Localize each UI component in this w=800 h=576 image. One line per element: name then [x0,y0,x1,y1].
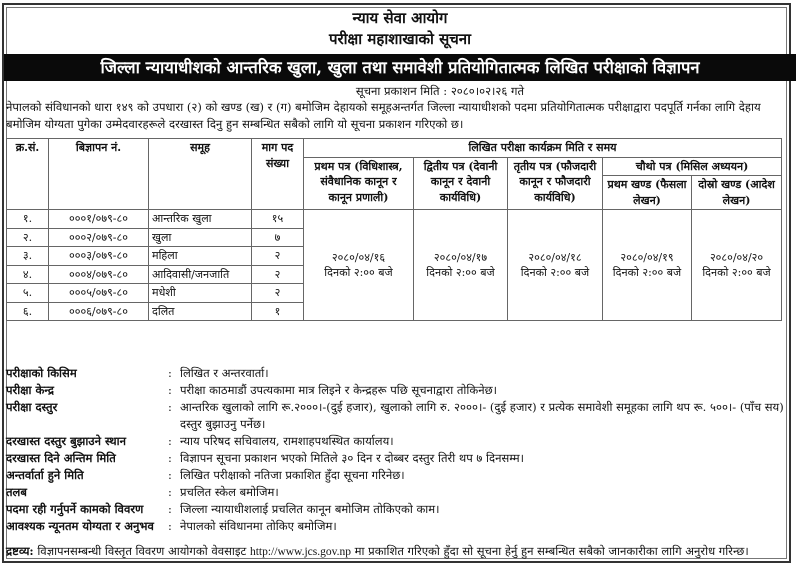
paper1-date: २०८०/०४/१६ [331,250,386,264]
cell-group: आन्तरिक खुला [149,210,252,229]
cell-serial: ३. [7,247,49,266]
exam-schedule-table [6,138,782,321]
detail-value: जिल्ला न्यायाधीशलाई प्रचलित कानून बमोजिम तोकिएको काम। [180,502,440,516]
cell-paper4-part1-date [603,210,692,321]
paper4-part2-time: दिनको २:०० बजे [702,266,771,279]
detail-colon: : [168,468,172,482]
detail-qualification [6,518,792,535]
footnote [6,543,792,561]
intro-paragraph: नेपालको संविधानको धारा १४९ को उपधारा (२) को खण्ड (ख) र (ग) बमोजिम देहायको समूहअन्तर्गत जिल्ला न्यायाधीशको पदमा प्रतियोगितात्मक परीक्षाद्वारा पदपूर्ति गर्नका लागि देहाय बमोजिम योग्यता पुगेका उम्मेदवारहरूले दरखास्त दिनु हुन सम्बन्धित सबैको लागि यो सूचना प्रकाशन गरिएको छ। [6,100,761,131]
cell-posts: १ [252,302,304,321]
cell-serial: १. [7,210,49,229]
paper4-part1-time: दिनको २:०० बजे [612,266,682,279]
detail-label: आवश्यक न्यूनतम योग्यता र अनुभव [6,519,154,533]
detail-label: तलब [6,485,27,499]
header-paper3: तृतीय पत्र (फौजदारी कानून र फौजदारी कार्यविधि) [508,157,603,210]
detail-value: नेपालको संविधानमा तोकिए बमोजिम। [180,519,337,533]
cell-posts: २ [252,265,304,284]
detail-value: लिखित र अन्तरवार्ता। [180,366,269,380]
detail-value: प्रचलित स्केल बमोजिम। [180,485,279,499]
notice-banner-title: जिल्ला न्यायाधीशको आन्तरिक खुला, खुला तथा समावेशी प्रतियोगितात्मक लिखित परीक्षाको विज्ञापन [4,54,796,81]
detail-label: अन्तर्वार्ता हुने मिति [6,468,84,482]
cell-paper2-date [414,210,508,321]
paper2-time: दिनको २:०० बजे [426,266,495,279]
detail-colon: : [168,400,172,414]
detail-colon: : [168,383,172,397]
detail-value: परीक्षा काठमाडौं उपत्यकामा मात्र लिइने र केन्द्रहरू पछि सूचनाद्वारा तोकिनेछ। [180,383,497,397]
detail-value: लिखित परीक्षाको नतिजा प्रकाशित हुँदा सूचना गरिनेछ। [180,468,405,482]
cell-ad-number: ०००४/०७९-८० [49,265,149,284]
cell-ad-number: ०००२/०७९-८० [49,228,149,247]
detail-colon: : [168,451,172,465]
detail-colon: : [168,519,172,533]
header-schedule: लिखित परीक्षा कार्यक्रम मिति र समय [304,139,782,158]
footnote-label: द्रष्टव्य: [6,544,34,558]
detail-salary [6,484,792,501]
website-link[interactable]: http://www.jcs.gov.np [249,546,352,558]
publication-date-label: सूचना प्रकाशन मिति : [355,84,448,98]
cell-group: महिला [149,247,252,266]
paper1-time: दिनको २:०० बजे [324,266,393,279]
detail-exam-center [6,382,792,399]
detail-value: विज्ञापन सूचना प्रकाशन भएको मितिले ३० दिन र दोब्बर दस्तुर तिरी थप ७ दिनसम्म। [180,451,524,465]
paper3-date: २०८०/०४/१८ [528,250,582,264]
publication-date: २०८०।०२।२६ गते [450,84,525,98]
publication-date-line [0,83,800,99]
detail-application-deadline [6,450,792,467]
table-row [7,210,782,229]
organization-title: न्याय सेवा आयोग [352,9,448,27]
header-ad-number: बिज्ञापन नं. [49,139,149,210]
cell-ad-number: ०००६/०७९-८० [49,302,149,321]
detail-exam-fee [6,399,792,433]
detail-colon: : [168,366,172,380]
cell-group: मधेशी [149,284,252,303]
cell-paper1-date [304,210,414,321]
footnote-text-after: मा प्रकाशित गरिएको हुँदा सो सूचना हेर्नु हुन सम्बन्धित सबैको जानकारीका लागि अनुरोध गरिन्छ। [354,544,749,558]
cell-posts: ७ [252,228,304,247]
paper4-part2-date: २०८०/०४/२० [709,250,764,264]
detail-label: परीक्षा दस्तुर [6,400,58,414]
detail-exam-type [6,365,792,382]
detail-colon: : [168,485,172,499]
cell-group: खुला [149,228,252,247]
header-serial: क्र.सं. [7,139,49,210]
cell-ad-number: ०००१/०७९-८० [49,210,149,229]
cell-ad-number: ०००५/०७९-८० [49,284,149,303]
cell-posts: १५ [252,210,304,229]
detail-job-description [6,501,792,518]
exam-details-list [6,365,792,535]
header-paper2: द्वितीय पत्र (देवानी कानून र देवानी कार्यविधि) [414,157,508,210]
detail-interview-date [6,467,792,484]
cell-serial: २. [7,228,49,247]
detail-colon: : [168,502,172,516]
header-paper4: चौथो पत्र (मिसिल अध्ययन) [603,157,782,176]
header-posts: माग पद संख्या [252,139,304,210]
footnote-text-before: विज्ञापनसम्बन्धी विस्तृत विवरण आयोगको वेवसाइट [37,544,247,558]
detail-fee-payment-place [6,433,792,450]
header-group: समूह [149,139,252,210]
detail-value: आन्तरिक खुलाको लागि रू.२०००।-(दुई हजार), खुलाको लागि रु. २०००।- (दुई हजार) र प्रत्येक समावेशी समूहका लागि थप रू. ५००।- (पाँच सय) दस्तुर बुझाउनु पर्नेछ। [180,400,784,431]
cell-ad-number: ०००३/०७९-८० [49,247,149,266]
paper2-date: २०८०/०४/१७ [433,250,488,264]
cell-serial: ५. [7,284,49,303]
paper3-time: दिनको २:०० बजे [520,266,590,279]
detail-label: पदमा रही गर्नुपर्ने कामको विवरण [6,502,144,516]
detail-label: दरखास्त दिने अन्तिम मिति [6,451,116,465]
cell-serial: ४. [7,265,49,284]
detail-label: दरखास्त दस्तुर बुझाउने स्थान [6,434,126,448]
detail-label: परीक्षा केन्द्र [6,383,54,397]
cell-serial: ६. [7,302,49,321]
cell-paper3-date [508,210,603,321]
detail-value: न्याय परिषद सचिवालय, रामशाहपथस्थित कार्यालय। [180,434,394,448]
cell-posts: २ [252,284,304,303]
table-header-row [7,139,782,158]
header-paper1: प्रथम पत्र (विधिशास्त्र, संवैधानिक कानून र कानून प्रणाली) [304,157,414,210]
detail-label: परीक्षाको किसिम [6,366,77,380]
department-title: परीक्षा महाशाखाको सूचना [329,30,471,48]
cell-posts: २ [252,247,304,266]
header-paper4-part1: प्रथम खण्ड (फैसला लेखन) [603,176,692,210]
detail-colon: : [168,434,172,448]
header-paper4-part2: दोस्रो खण्ड (आदेश लेखन) [692,176,782,210]
paper4-part1-date: २०८०/०४/१९ [620,250,674,264]
cell-paper4-part2-date [692,210,782,321]
cell-group: आदिवासी/जनजाति [149,265,252,284]
cell-group: दलित [149,302,252,321]
